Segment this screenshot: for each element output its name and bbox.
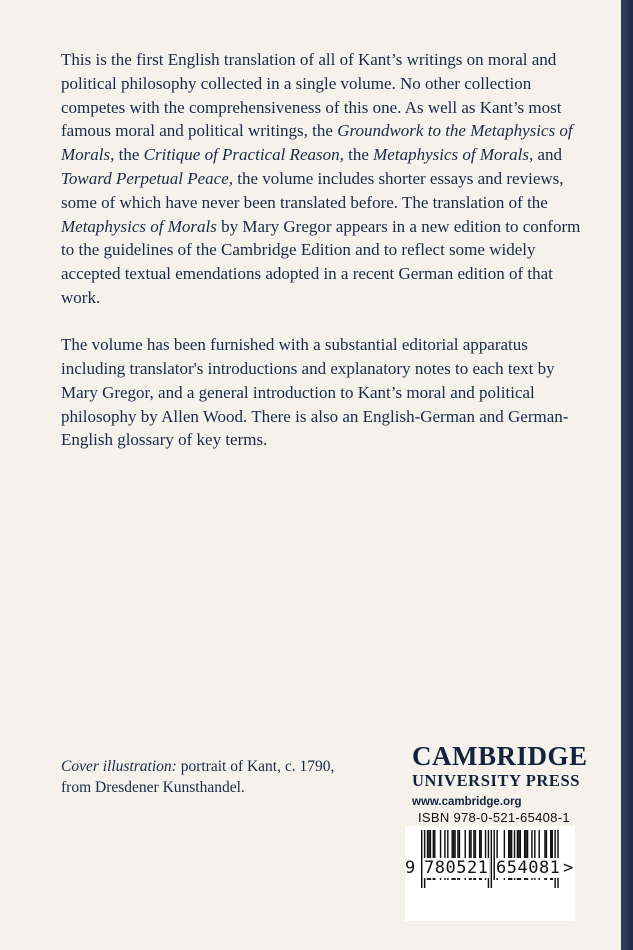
blurb-text-run: the xyxy=(343,145,374,165)
spine-edge xyxy=(621,0,633,950)
cover-credit-text: portrait of Kant, c. 1790, from Dresdener Kunsthandel. xyxy=(61,758,335,796)
barcode-arrow: > xyxy=(563,858,574,878)
blurb-paragraph-1 xyxy=(61,48,581,310)
barcode-digits xyxy=(405,858,575,882)
blurb-text-run: by Mary Gregor appears in a new edition to conform to the guidelines of the Cambridge Edition and to reflect some widely accepted textual emendations adopted in a recent German edition of that work. xyxy=(61,216,581,307)
blurb-italic-title: Critique of Practical Reason, xyxy=(143,145,344,165)
publisher-subtitle: UNIVERSITY PRESS xyxy=(412,771,581,790)
blurb-text-run: , and xyxy=(528,145,563,165)
cover-illustration-credit xyxy=(61,756,361,798)
blurb-text-run: , the xyxy=(110,145,144,165)
barcode-digits-left: 780521 xyxy=(424,858,489,878)
blurb-italic-title: Metaphysics of Morals xyxy=(373,145,529,165)
barcode-digits-right: 654081 xyxy=(496,858,561,878)
isbn-label: ISBN 978-0-521-65408-1 xyxy=(418,810,570,825)
blurb-italic-title: Metaphysics of Morals xyxy=(61,216,217,236)
blurb-text-run: , the volume includes shorter essays and reviews, some of which have never been translated before. The translation of the xyxy=(61,168,564,212)
back-cover-blurb xyxy=(61,48,581,452)
blurb-paragraph-2 xyxy=(61,333,581,452)
blurb-italic-title: Toward Perpetual Peace xyxy=(61,168,229,188)
blurb-text-run: The volume has been furnished with a substantial editorial apparatus including translator's introductions and explanatory notes to each text by Mary Gregor, and a general introduction to Kant’s moral and political philosophy by Allen Wood. There is also an English-German and German-English glossary of key terms. xyxy=(61,335,569,450)
barcode-digit-first: 9 xyxy=(405,858,416,878)
blurb-italic-title: Groundwork to the Metaphysics of Morals xyxy=(61,121,573,165)
blurb-text-run: This is the first English translation of all of Kant’s writings on moral and political philosophy collected in a single volume. No other collection competes with the comprehensiveness of this one. As well as Kant’s most famous moral and political writings, the xyxy=(61,50,562,141)
publisher-logo xyxy=(412,741,588,810)
publisher-url: www.cambridge.org xyxy=(412,796,522,808)
publisher-name: CAMBRIDGE xyxy=(412,741,588,771)
cover-credit-label: Cover illustration: xyxy=(61,758,177,775)
